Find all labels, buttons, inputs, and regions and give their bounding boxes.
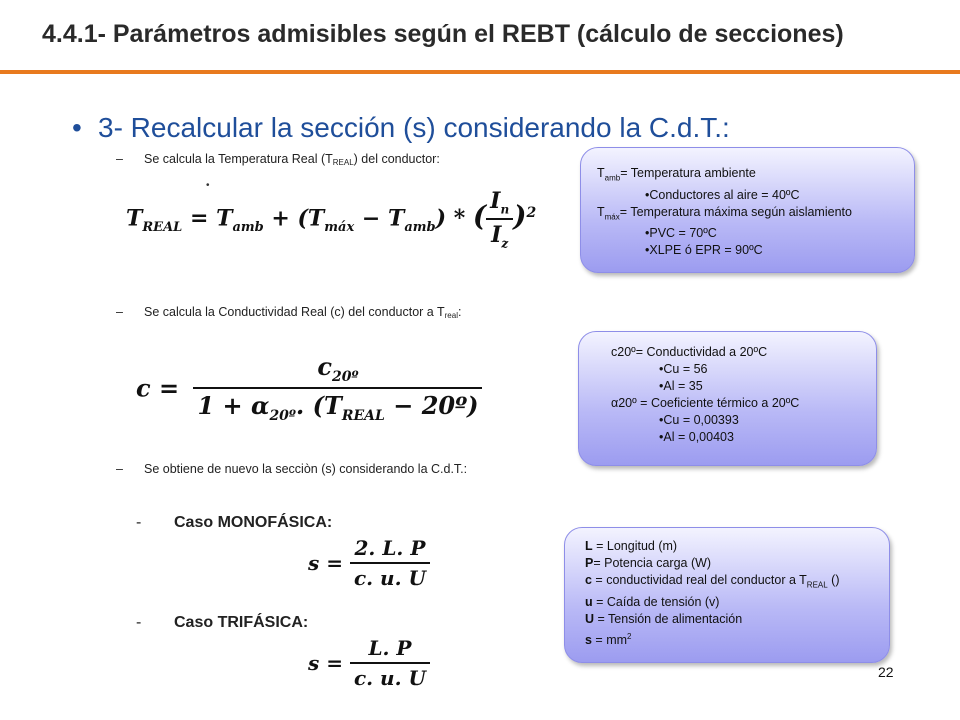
dash-marker: – xyxy=(116,462,123,476)
dash-marker: – xyxy=(116,305,123,319)
formula-trifasica: s = $\frac{L. P}{c. u. U}$ xyxy=(308,636,430,690)
step-section: – Se obtiene de nuevo la secciòn (s) considerando la C.d.T.: xyxy=(116,462,468,476)
var-l: L = Longitud (m) xyxy=(585,539,678,553)
tmax-definition: $T_{máx}=$ Temperatura máxima según aislamiento xyxy=(597,204,852,221)
stray-dot: • xyxy=(206,180,210,191)
var-u-lower: u = Caída de tensión (v) xyxy=(585,594,720,609)
title-underline xyxy=(0,70,960,74)
conductivity-legend-box xyxy=(578,331,877,466)
c20-definition: c20º= Conductividad a 20ºC xyxy=(611,345,768,359)
alpha20-al-value: •Al = 0,00403 xyxy=(659,430,734,444)
main-bullet-text: 3- Recalcular la sección (s) considerando la C.d.T.: xyxy=(98,112,730,143)
temperature-legend-box xyxy=(580,147,915,273)
main-bullet xyxy=(72,112,730,144)
tamb-definition: $T_{amb}=$ Temperatura ambiente xyxy=(597,166,756,183)
xlpe-value: •XLPE ó EPR = 90ºC xyxy=(645,243,763,257)
formula-conductivity: c = $\frac{c_{20º}}{1 + \alpha_{20º}. (T_{REAL} - 20º)}$ xyxy=(136,352,482,424)
var-u-upper: U = Tensión de alimentación xyxy=(585,611,743,626)
slide-title: 4.4.1- Parámetros admisibles según el REBT (cálculo de secciones) xyxy=(42,20,844,48)
variables-legend-box xyxy=(564,527,890,663)
var-c: c = conductividad real del conductor a $T_{REAL}$ () xyxy=(585,573,840,590)
page-number: 22 xyxy=(878,664,894,680)
alpha20-definition: α20º = Coeficiente térmico a 20ºC xyxy=(611,396,800,410)
formula-treal: $T_{REAL} = T_{amb} + (T_{máx} - T_{amb})$ * ( $\frac{I_n}{I_z}$ )$^2$ xyxy=(126,188,537,251)
step-conductivity: – Se calcula la Conductividad Real (c) del conductor a $T_{real}$: xyxy=(116,305,462,320)
var-s: $s = mm^2$ xyxy=(585,631,632,647)
dash-marker: - xyxy=(136,614,142,631)
dash-marker: - xyxy=(136,514,142,531)
c20-cu-value: •Cu = 56 xyxy=(659,362,708,376)
case-monofasica-label: - Caso MONOFÁSICA: xyxy=(136,514,333,531)
var-p: P= Potencia carga (W) xyxy=(585,556,712,570)
pvc-value: •PVC = 70ºC xyxy=(645,226,717,240)
formula-monofasica: s = $\frac{2. L. P}{c. u. U}$ xyxy=(308,536,430,590)
tamb-air-value: •Conductores al aire = 40ºC xyxy=(645,187,800,202)
step-temperature: – Se calcula la Temperatura Real $(T_{REAL})$ del conductor: xyxy=(116,152,440,167)
dash-marker: – xyxy=(116,152,123,166)
alpha20-cu-value: •Cu = 0,00393 xyxy=(659,413,739,427)
bullet-dot-icon: • xyxy=(72,112,82,143)
case-trifasica-label: - Caso TRIFÁSICA: xyxy=(136,614,309,631)
c20-al-value: •Al = 35 xyxy=(659,379,703,393)
